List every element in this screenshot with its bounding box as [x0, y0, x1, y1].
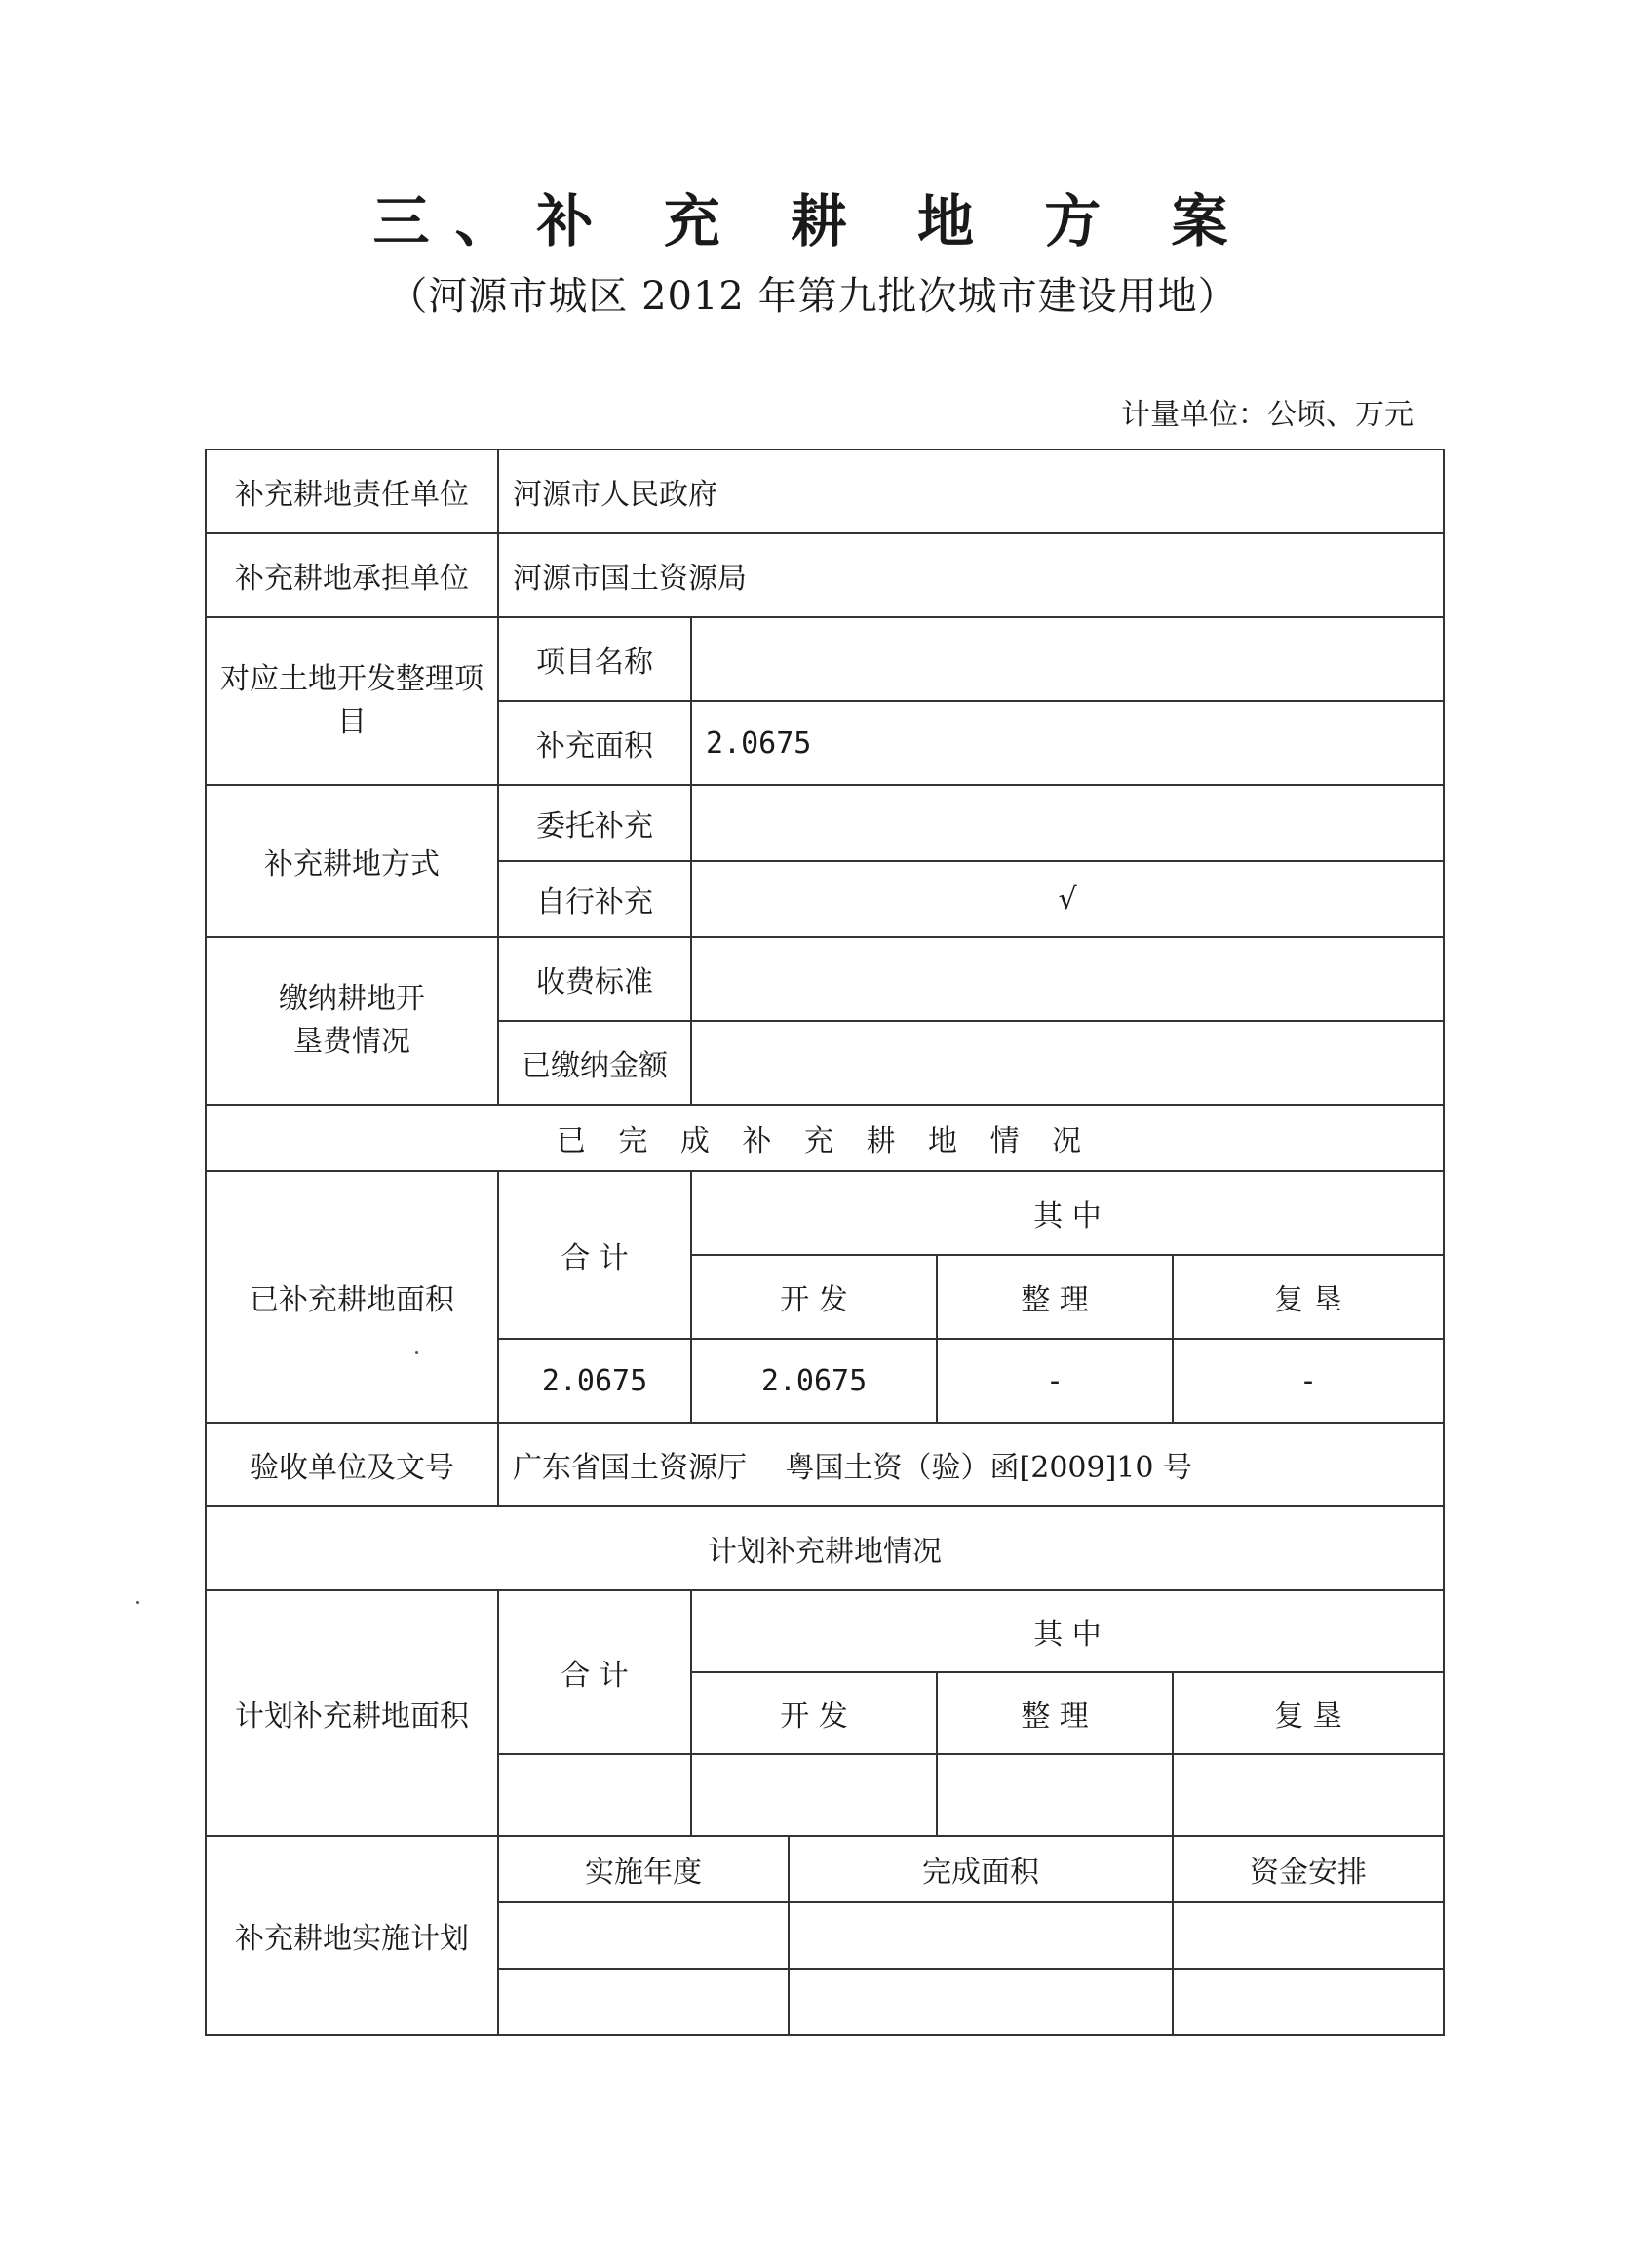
acceptance-value: 广东省国土资源厅 粤国土资（验）函[2009]10 号	[498, 1423, 1444, 1506]
project-area-label: 补充面积	[498, 701, 691, 785]
completed-reclaim-value: -	[1173, 1339, 1444, 1423]
impl-row-2-year	[498, 1969, 789, 2035]
method-label: 补充耕地方式	[206, 785, 498, 937]
planned-consolidate-label: 整 理	[937, 1672, 1173, 1754]
planned-consolidate-value	[937, 1754, 1173, 1836]
undertaking-unit-value: 河源市国土资源局	[498, 533, 1444, 617]
impl-row-1-year	[498, 1902, 789, 1969]
planned-section-title: 计划补充耕地情况	[206, 1506, 1444, 1590]
impl-row-2-area	[789, 1969, 1173, 2035]
impl-row-1-area	[789, 1902, 1173, 1969]
completed-consolidate-value: -	[937, 1339, 1173, 1423]
project-name-value	[691, 617, 1444, 701]
scan-speck	[415, 1351, 418, 1354]
completed-dev-value: 2.0675	[691, 1339, 937, 1423]
planned-reclaim-label: 复 垦	[1173, 1672, 1444, 1754]
planned-among-label: 其 中	[691, 1590, 1444, 1672]
fee-label: 缴纳耕地开垦费情况	[206, 937, 498, 1105]
land-supplement-table	[205, 449, 1445, 2036]
planned-area-label: 计划补充耕地面积	[206, 1590, 498, 1836]
completed-total-value: 2.0675	[498, 1339, 691, 1423]
completed-area-label: 已补充耕地面积	[206, 1171, 498, 1423]
impl-col-fund: 资金安排	[1173, 1836, 1444, 1902]
planned-dev-label: 开 发	[691, 1672, 937, 1754]
planned-total-label: 合 计	[498, 1590, 691, 1754]
planned-dev-value	[691, 1754, 937, 1836]
impl-row-2-fund	[1173, 1969, 1444, 2035]
responsible-unit-value: 河源市人民政府	[498, 450, 1444, 533]
entrusted-label: 委托补充	[498, 785, 691, 861]
undertaking-unit-label: 补充耕地承担单位	[206, 533, 498, 617]
unit-note: 计量单位：公顷、万元	[1121, 398, 1413, 432]
project-label: 对应土地开发整理项目	[206, 617, 498, 785]
planned-total-value	[498, 1754, 691, 1836]
acceptance-label: 验收单位及文号	[206, 1423, 498, 1506]
entrusted-value	[691, 785, 1444, 861]
impl-col-area: 完成面积	[789, 1836, 1173, 1902]
fee-paid-label: 已缴纳金额	[498, 1021, 691, 1105]
fee-standard-value	[691, 937, 1444, 1021]
completed-section-title: 已 完 成 补 充 耕 地 情 况	[206, 1105, 1444, 1171]
responsible-unit-label: 补充耕地责任单位	[206, 450, 498, 533]
impl-row-1-fund	[1173, 1902, 1444, 1969]
completed-reclaim-label: 复 垦	[1173, 1255, 1444, 1339]
fee-standard-label: 收费标准	[498, 937, 691, 1021]
self-supplement-label: 自行补充	[498, 861, 691, 937]
project-area-value: 2.0675	[691, 701, 1444, 785]
scan-speck	[136, 1601, 139, 1604]
project-name-label: 项目名称	[498, 617, 691, 701]
planned-reclaim-value	[1173, 1754, 1444, 1836]
completed-total-label: 合 计	[498, 1171, 691, 1339]
self-supplement-check: √	[691, 861, 1444, 937]
implementation-label: 补充耕地实施计划	[206, 1836, 498, 2035]
page-title: 三、补 充 耕 地 方 案	[372, 188, 1254, 254]
completed-among-label: 其 中	[691, 1171, 1444, 1255]
completed-dev-label: 开 发	[691, 1255, 937, 1339]
fee-paid-value	[691, 1021, 1444, 1105]
page-subtitle: （河源市城区 2012 年第九批次城市建设用地）	[388, 274, 1238, 319]
completed-consolidate-label: 整 理	[937, 1255, 1173, 1339]
impl-col-year: 实施年度	[498, 1836, 789, 1902]
